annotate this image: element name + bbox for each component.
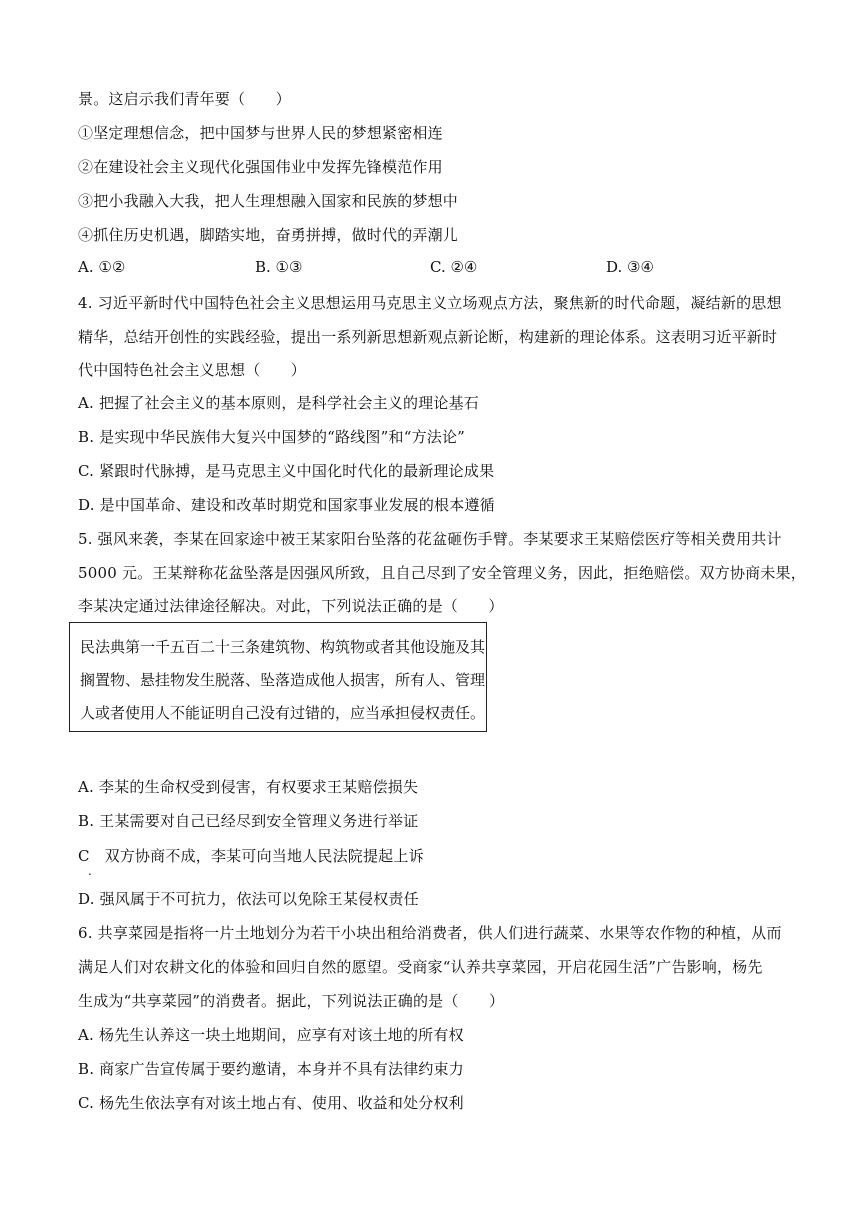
q4-stem-line-3: 代中国特色社会主义思想（ ） [78, 361, 307, 379]
q4-option-d: D. 是中国革命、建设和改革时期党和国家事业发展的根本遵循 [78, 496, 495, 514]
q4-stem-line-1: 4. 习近平新时代中国特色社会主义思想运用马克思主义立场观点方法，聚焦新的时代命题，凝结新的思想 [78, 294, 782, 312]
q3-item-1: ①坚定理想信念，把中国梦与世界人民的梦想紧密相连 [78, 124, 443, 142]
q3-option-a: A. ①② [78, 258, 126, 276]
civil-code-excerpt-box [69, 622, 487, 732]
q3-option-c: C. ②④ [430, 258, 478, 276]
q3-option-d: D. ③④ [606, 258, 654, 276]
q6-stem-line-1: 6. 共享菜园是指将一片土地划分为若干小块出租给消费者，供人们进行蔬菜、水果等农作物的种植，从而 [78, 924, 782, 942]
q3-item-3: ③把小我融入大我，把人生理想融入国家和民族的梦想中 [78, 192, 459, 210]
q5-stem-line-3: 李某决定通过法律途径解决。对此，下列说法正确的是（ ） [78, 597, 504, 615]
q5-stem-line-1: 5. 强风来袭，李某在回家途中被王某家阳台坠落的花盆砸伤手臂。李某要求王某赔偿医疗等相关费用共计 [78, 530, 782, 548]
q6-option-a: A. 杨先生认养这一块土地期间，应享有对该土地的所有权 [78, 1026, 464, 1044]
civil-code-line-1: 民法典第一千五百二十三条建筑物、构筑物或者其他设施及其 [80, 638, 486, 656]
q6-stem-line-3: 生成为“共享菜园”的消费者。据此，下列说法正确的是（ ） [78, 992, 505, 1010]
q4-stem-line-2: 精华，总结开创性的实践经验，提出一系列新思想新观点新论断，构建新的理论体系。这表明习近平新时 [78, 328, 778, 346]
q4-option-a: A. 把握了社会主义的基本原则，是科学社会主义的理论基石 [78, 394, 479, 412]
q3-stem-tail: 景。这启示我们青年要（ ） [78, 90, 291, 108]
civil-code-line-2: 搁置物、悬挂物发生脱落、坠落造成他人损害，所有人、管理 [80, 671, 486, 689]
q6-option-b: B. 商家广告宣传属于要约邀请，本身并不具有法律约束力 [78, 1060, 464, 1078]
q3-option-b: B. ①③ [255, 258, 303, 276]
q5-option-b: B. 王某需要对自己已经尽到安全管理义务进行举证 [78, 812, 419, 830]
q6-stem-line-2: 满足人们对农耕文化的体验和回归自然的愿望。受商家“认养共享菜园，开启花园生活”广告影响，杨先 [78, 958, 763, 976]
q5-option-d: D. 强风属于不可抗力，依法可以免除王某侵权责任 [78, 890, 419, 908]
q4-option-b: B. 是实现中华民族伟大复兴中国梦的“路线图”和“方法论” [78, 428, 466, 446]
q4-option-c: C. 紧跟时代脉搏，是马克思主义中国化时代化的最新理论成果 [78, 462, 495, 480]
q5-option-a: A. 李某的生命权受到侵害，有权要求王某赔偿损失 [78, 778, 419, 796]
civil-code-line-3: 人或者使用人不能证明自己没有过错的，应当承担侵权责任。 [80, 704, 486, 722]
q6-option-c: C. 杨先生依法享有对该土地占有、使用、收益和处分权利 [78, 1094, 464, 1112]
option-c-dot: . [88, 864, 92, 878]
q3-item-4: ④抓住历史机遇，脚踏实地，奋勇拼搏，做时代的弄潮儿 [78, 226, 459, 244]
q5-stem-line-2: 5000 元。王某辩称花盆坠落是因强风所致，且自己尽到了安全管理义务，因此，拒绝赔偿。双方协商未果， [78, 564, 806, 582]
q3-item-2: ②在建设社会主义现代化强国伟业中发挥先锋模范作用 [78, 158, 443, 176]
q5-option-c: C 双方协商不成，李某可向当地人民法院提起上诉 [78, 847, 424, 865]
